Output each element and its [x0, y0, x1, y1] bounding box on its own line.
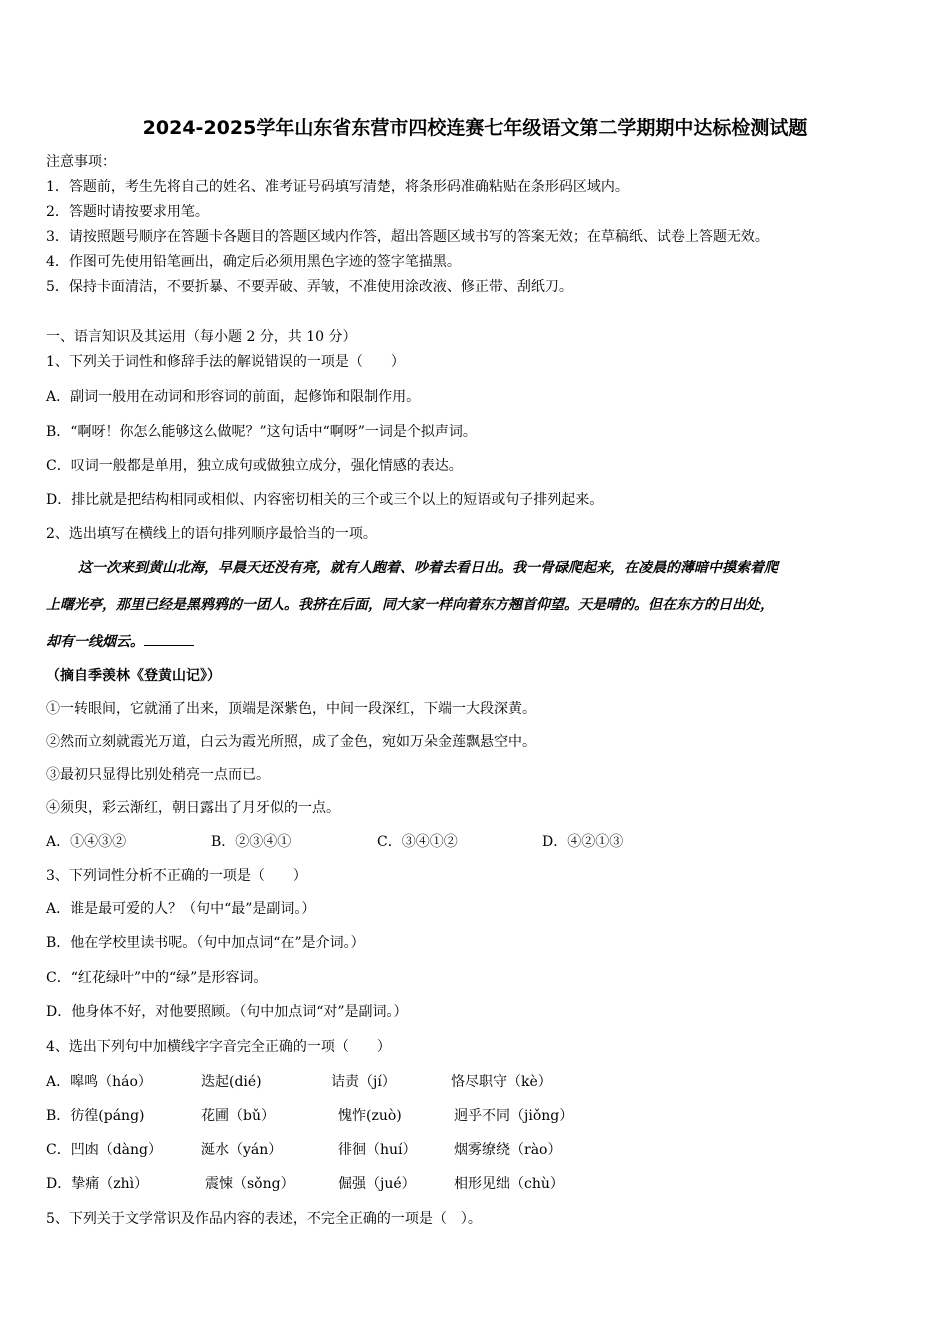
q2-stem: 2、选出填写在横线上的语句排列顺序最恰当的一项。 — [46, 526, 377, 542]
section-heading: 一、语言知识及其运用（每小题 2 分，共 10 分） — [46, 329, 357, 345]
q4-row-d-item-2: 震悚（sǒng） — [205, 1176, 295, 1192]
q3-option-d: D．他身体不好，对他要照顾。（句中加点词“对”是副词。） — [46, 1004, 408, 1020]
q2-sentence-4: ④须臾，彩云渐红，朝日露出了月牙似的一点。 — [46, 800, 340, 816]
q2-passage-text: 却有一线烟云。 — [46, 634, 144, 650]
notice-item-2: 2．答题时请按要求用笔。 — [46, 204, 209, 220]
q2-choice-a: A．①④③② — [46, 834, 127, 850]
q4-row-a-item-1: A．嗥鸣（háo） — [46, 1074, 152, 1090]
q4-stem: 4、选出下列句中加横线字字音完全正确的一项（ ） — [46, 1039, 391, 1055]
q4-row-d-item-4: 相形见绌（chù） — [454, 1176, 564, 1192]
q2-choice-b: B．②③④① — [211, 834, 292, 850]
q4-row-d-item-1: D．挚痛（zhì） — [46, 1176, 149, 1192]
page-title: 2024-2025学年山东省东营市四校连赛七年级语文第二学期期中达标检测试题 — [142, 117, 808, 139]
q4-row-c-item-3: 徘徊（huí） — [338, 1142, 417, 1158]
notice-heading: 注意事项： — [46, 154, 116, 170]
q1-option-c: C．叹词一般都是单用，独立成句或做独立成分，强化情感的表达。 — [46, 458, 463, 474]
q2-sentence-1: ①一转眼间，它就涌了出来，顶端是深紫色，中间一段深红，下端一大段深黄。 — [46, 701, 536, 717]
q4-row-b-item-2: 花圃（bǔ） — [201, 1108, 275, 1124]
answer-blank — [144, 633, 194, 646]
q4-row-a-item-2: 迭起(dié) — [201, 1074, 262, 1090]
q4-row-b-item-1: B．彷徨(páng) — [46, 1108, 145, 1124]
q4-row-a-item-3: 诘责（jí） — [331, 1074, 396, 1090]
q3-option-a: A．谁是最可爱的人？（句中“最”是副词。） — [46, 901, 316, 917]
q2-choice-d: D．④②①③ — [542, 834, 624, 850]
q3-option-b: B．他在学校里读书呢。（句中加点词“在”是介词。） — [46, 935, 365, 951]
q2-passage-line-3 — [46, 631, 194, 651]
q2-sentence-2: ②然而立刻就霞光万道，白云为霞光所照，成了金色，宛如万朵金莲飘悬空中。 — [46, 734, 536, 750]
notice-item-5: 5．保持卡面清洁，不要折暴、不要弄破、弄皱，不准使用涂改液、修正带、刮纸刀。 — [46, 279, 573, 295]
q4-row-b-item-4: 迥乎不同（jiǒng） — [454, 1108, 574, 1124]
q3-option-c: C．“红花绿叶”中的“绿”是形容词。 — [46, 970, 268, 986]
notice-item-3: 3．请按照题号顺序在答题卡各题目的答题区域内作答，超出答题区域书写的答案无效；在草稿纸、试卷上答题无效。 — [46, 229, 769, 245]
q4-row-a-item-4: 恪尽职守（kè） — [451, 1074, 552, 1090]
q4-row-b-item-3: 愧怍(zuò) — [338, 1108, 402, 1124]
q1-option-d: D．排比就是把结构相同或相似、内容密切相关的三个或三个以上的短语或句子排列起来。 — [46, 492, 604, 508]
notice-item-4: 4．作图可先使用铅笔画出，确定后必须用黑色字迹的签字笔描黑。 — [46, 254, 461, 270]
q2-passage-line-1: 这一次来到黄山北海，早晨天还没有亮，就有人跑着、吵着去看日出。我一骨碌爬起来，在凌晨的薄暗中摸索着爬 — [78, 560, 778, 576]
q4-row-c-item-2: 涎水（yán） — [201, 1142, 283, 1158]
q3-stem: 3、下列词性分析不正确的一项是（ ） — [46, 868, 307, 884]
q2-choice-c: C．③④①② — [377, 834, 458, 850]
q2-passage-line-2: 上曙光亭，那里已经是黑鸦鸦的一团人。我挤在后面，同大家一样向着东方翘首仰望。天是晴的。但在东方的日出处， — [46, 597, 774, 613]
notice-item-1: 1．答题前，考生先将自己的姓名、准考证号码填写清楚，将条形码准确粘贴在条形码区域内。 — [46, 179, 629, 195]
q1-stem: 1、下列关于词性和修辞手法的解说错误的一项是（ ） — [46, 354, 405, 370]
q5-stem: 5、下列关于文学常识及作品内容的表述，不完全正确的一项是（ ）。 — [46, 1211, 482, 1227]
q2-sentence-3: ③最初只显得比别处稍亮一点而已。 — [46, 767, 270, 783]
q4-row-c-item-4: 烟雾缭绕（rào） — [454, 1142, 562, 1158]
q4-row-c-item-1: C．凹凼（dàng） — [46, 1142, 162, 1158]
q1-option-a: A．副词一般用在动词和形容词的前面，起修饰和限制作用。 — [46, 389, 421, 405]
q1-option-b: B．“啊呀！你怎么能够这么做呢？”这句话中“啊呀”一词是个拟声词。 — [46, 424, 477, 440]
q2-source: （摘自季羡林《登黄山记》） — [46, 668, 221, 684]
q4-row-d-item-3: 倔强（jué） — [338, 1176, 416, 1192]
